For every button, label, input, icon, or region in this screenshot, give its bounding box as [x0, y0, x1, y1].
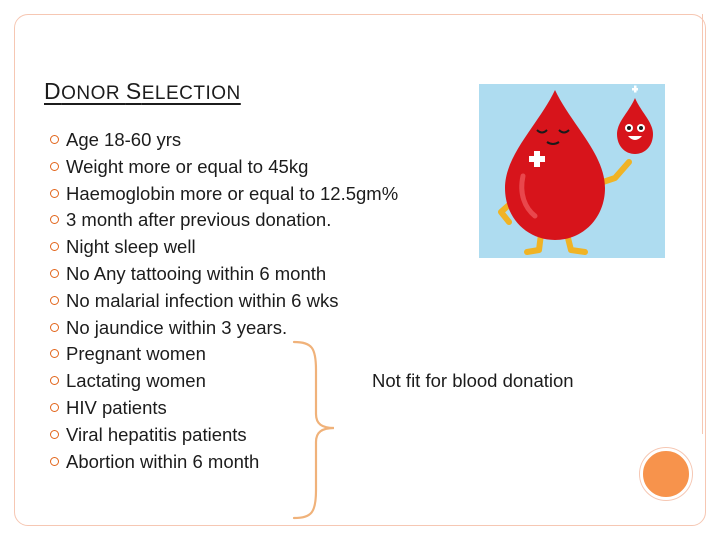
- list-item-text: Haemoglobin more or equal to 12.5gm%: [66, 182, 399, 204]
- list-item: [50, 181, 398, 208]
- list-item-text: Viral hepatitis patients: [66, 423, 247, 445]
- title-part-onor: ONOR: [61, 83, 126, 104]
- decorative-circle: [640, 448, 692, 500]
- blood-drop-mascot-icon: [479, 84, 665, 258]
- list-item-text: No jaundice within 3 years.: [66, 316, 288, 338]
- list-item-text: Abortion within 6 month: [66, 450, 260, 472]
- frame-divider: [702, 14, 703, 434]
- bullet-icon: [50, 376, 59, 385]
- list-item-text: Weight more or equal to 45kg: [66, 155, 309, 177]
- list-item: [50, 341, 398, 368]
- title-part-election: ELECTION: [141, 83, 241, 104]
- list-item: [50, 449, 398, 476]
- list-item: [50, 127, 398, 154]
- bullet-icon: [50, 457, 59, 466]
- bullet-icon: [50, 269, 59, 278]
- title-initial-s: S: [125, 78, 142, 104]
- list-item: [50, 261, 398, 288]
- list-item-text: Night sleep well: [66, 236, 196, 258]
- list-item-text: Pregnant women: [66, 343, 206, 365]
- bullet-icon: [50, 215, 59, 224]
- list-item: [50, 154, 398, 181]
- list-item-text: 3 month after previous donation.: [66, 209, 332, 231]
- bullet-icon: [50, 430, 59, 439]
- list-item-text: Age 18-60 yrs: [66, 129, 182, 150]
- bullet-icon: [50, 135, 59, 144]
- list-item: [50, 368, 398, 395]
- list-item: [50, 234, 398, 261]
- bullet-icon: [50, 189, 59, 198]
- list-item: [50, 422, 398, 449]
- bullet-icon: [50, 323, 59, 332]
- criteria-list: [50, 127, 398, 475]
- right-brace-icon: [292, 340, 338, 520]
- bullet-icon: [50, 296, 59, 305]
- title-initial-d: D: [44, 78, 62, 104]
- list-item-text: No malarial infection within 6 wks: [66, 289, 339, 311]
- list-item: [50, 288, 398, 315]
- list-item: [50, 315, 398, 342]
- list-item: [50, 207, 398, 234]
- blood-drop-mascot-image: [479, 84, 665, 258]
- bullet-icon: [50, 349, 59, 358]
- list-item: [50, 395, 398, 422]
- list-item-text: No Any tattooing within 6 month: [66, 262, 327, 284]
- bullet-icon: [50, 162, 59, 171]
- bullet-icon: [50, 242, 59, 251]
- bullet-icon: [50, 403, 59, 412]
- slide-title: [44, 78, 241, 105]
- list-item-text: HIV patients: [66, 396, 167, 418]
- list-item-text: Lactating women: [66, 370, 206, 392]
- not-fit-note: Not fit for blood donation: [372, 370, 574, 391]
